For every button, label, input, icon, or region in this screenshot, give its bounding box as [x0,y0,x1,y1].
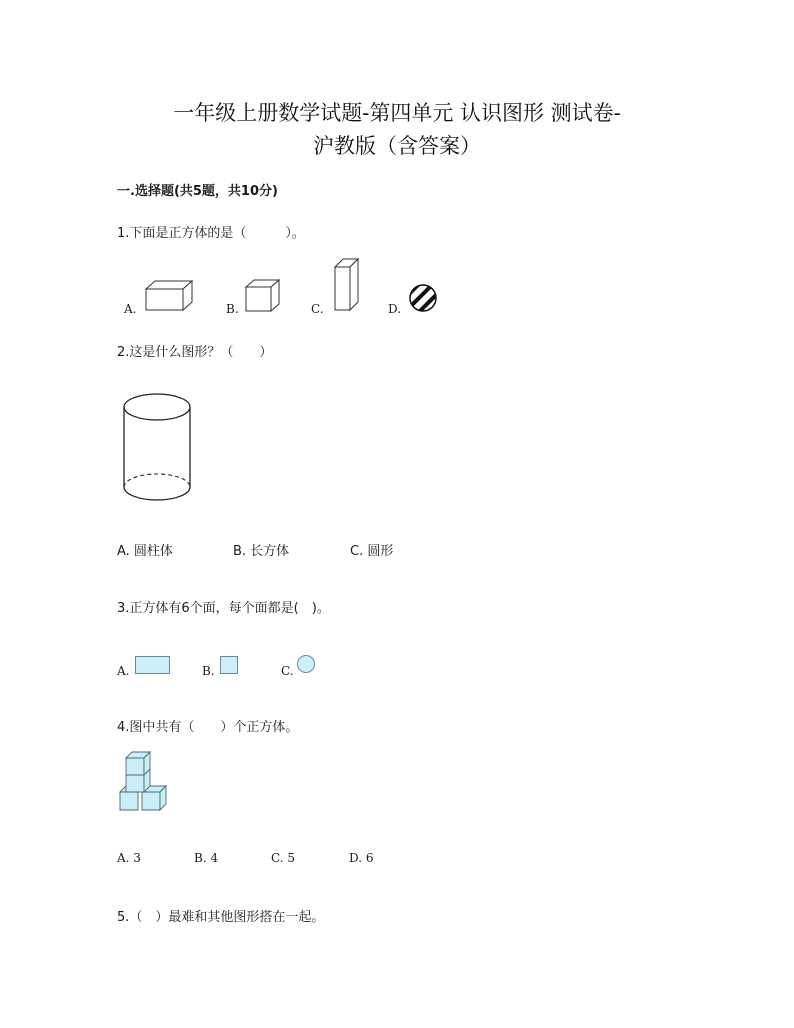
q2-option-b: B. 长方体 [233,544,290,559]
q3-option-c-label: C. [281,664,294,678]
stacked-cubes-icon [118,752,170,814]
question-2-text: 2.这是什么图形？（ ） [117,345,273,360]
q1-option-b-label: B. [226,302,239,316]
section-heading: 一.选择题(共5题，共10分) [117,184,278,199]
q1-option-a-label: A. [124,302,137,316]
question-5-text: 5.（ ）最难和其他图形搭在一起。 [117,910,325,925]
q4-option-d: D. 6 [349,851,374,865]
page-title-line2: 沪教版（含答案） [313,134,481,158]
page-title-line1: 一年级上册数学试题-第四单元 认识图形 测试卷- [173,101,621,125]
q4-option-a: A. 3 [117,851,141,865]
cuboid-icon [145,280,197,312]
striped-ball-icon [408,283,438,313]
q4-option-b: B. 4 [194,851,219,865]
rectangle-icon [135,656,170,674]
cube-icon [245,279,281,313]
question-3-text: 3.正方体有6个面，每个面都是( )。 [117,601,330,616]
tall-prism-icon [334,258,360,312]
circle-icon [297,655,315,673]
question-1-text: 1.下面是正方体的是（ ）。 [117,226,305,241]
q2-option-a: A. 圆柱体 [117,544,173,559]
q1-option-c-label: C. [311,302,324,316]
q4-option-c: C. 5 [271,851,296,865]
square-icon [220,656,238,674]
cylinder-icon [122,392,194,506]
q3-option-a-label: A. [117,664,130,678]
q1-option-d-label: D. [388,302,402,316]
question-4-text: 4.图中共有（ ）个正方体。 [117,720,299,735]
q2-option-c: C. 圆形 [350,544,394,559]
q3-option-b-label: B. [202,664,215,678]
